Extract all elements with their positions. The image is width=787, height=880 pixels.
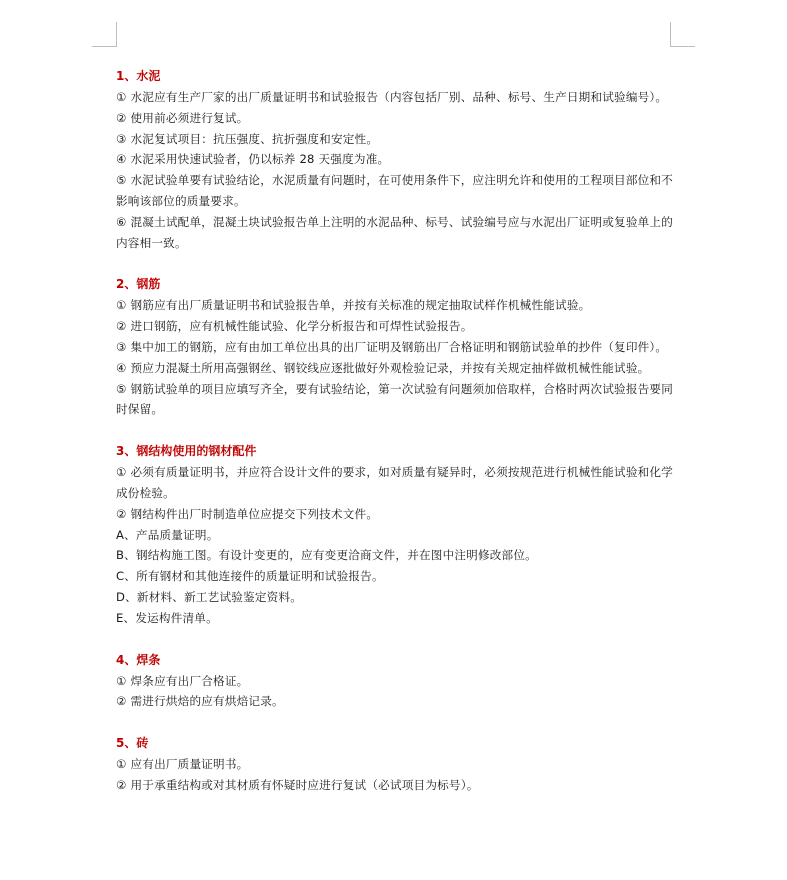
section-brick [116,733,676,796]
margin-corner-mark-top-left [92,22,117,47]
paragraph: ① 必须有质量证明书，并应符合设计文件的要求，如对质量有疑异时，必须按规范进行机械性能试验和化学成份检验。 [116,465,673,500]
section-welding-rod [116,650,676,713]
list-item: D、新材料、新工艺试验鉴定资料。 [116,589,303,604]
section-rebar [116,274,676,420]
paragraph: ② 需进行烘焙的应有烘焙记录。 [116,694,284,709]
paragraph: ② 进口钢筋，应有机械性能试验、化学分析报告和可焊性试验报告。 [116,319,473,334]
paragraph: ① 应有出厂质量证明书。 [116,757,249,772]
paragraph: ② 钢结构件出厂时制造单位应提交下列技术文件。 [116,506,379,521]
paragraph: ⑤ 水泥试验单要有试验结论，水泥质量有问题时，在可使用条件下，应注明允许和使用的工程项目部位和不影响该部位的质量要求。 [116,173,673,208]
document-body[interactable] [116,66,676,817]
paragraph: ⑤ 钢筋试验单的项目应填写齐全，要有试验结论，第一次试验有问题须加倍取样，合格时两次试验报告要同时保留。 [116,381,673,417]
section-heading: 2、钢筋 [116,277,161,292]
paragraph: ④ 预应力混凝土所用高强钢丝、钢铰线应逐批做好外观检验记录，并按有关规定抽样做机械性能试验。 [116,360,650,375]
margin-corner-mark-top-right [670,22,695,47]
list-item: A、产品质量证明。 [116,527,219,542]
list-item: E、发运构件清单。 [116,610,218,625]
paragraph: ② 使用前必须进行复试。 [116,110,249,125]
list-item: B、钢结构施工图。有设计变更的，应有变更洽商文件，并在图中注明修改部位。 [116,548,537,563]
paragraph: ① 钢筋应有出厂质量证明书和试验报告单，并按有关标准的规定抽取试样作机械性能试验。 [116,298,591,313]
paragraph: ③ 集中加工的钢筋，应有由加工单位出具的出厂证明及钢筋出厂合格证明和钢筋试验单的抄件（复印件）。 [116,339,668,354]
paragraph: ① 焊条应有出厂合格证。 [116,673,249,688]
paragraph: ② 用于承重结构或对其材质有怀疑时应进行复试（必试项目为标号）。 [116,777,479,792]
section-steel-structure [116,441,676,628]
section-cement [116,66,676,253]
paragraph: ⑥ 混凝土试配单，混凝土块试验报告单上注明的水泥品种、标号、试验编号应与水泥出厂证明或复验单上的内容相一致。 [116,214,673,250]
paragraph: ③ 水泥复试项目：抗压强度、抗折强度和安定性。 [116,131,379,146]
section-heading: 4、焊条 [116,652,161,667]
section-heading: 5、砖 [116,736,149,751]
paragraph: ① 水泥应有生产厂家的出厂质量证明书和试验报告（内容包括厂别、品种、标号、生产日期和试验编号）。 [116,90,668,104]
section-heading: 1、水泥 [116,69,161,83]
paragraph: ④ 水泥采用快速试验者，仍以标养 28 天强度为准。 [116,152,390,167]
section-heading: 3、钢结构使用的钢材配件 [116,444,257,459]
list-item: C、所有钢材和其他连接件的质量证明和试验报告。 [116,569,384,584]
